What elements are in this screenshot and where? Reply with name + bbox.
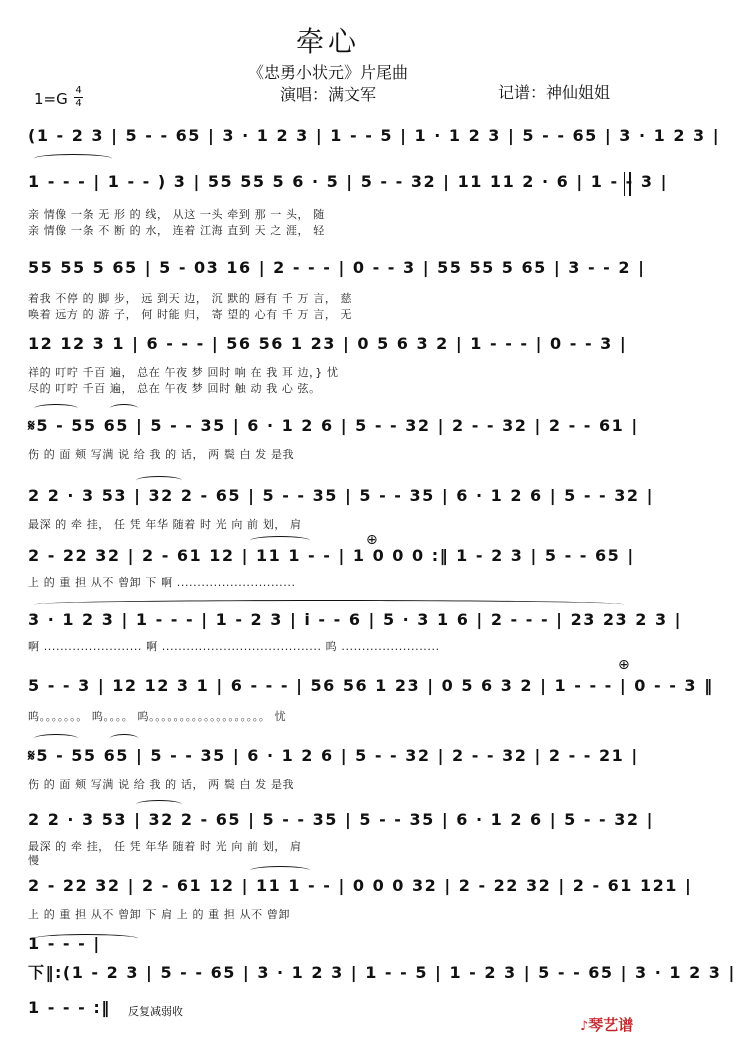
- lyric-chorus: 上 的 重 担 从不 曾卸 下 啊 .............................: [28, 576, 296, 589]
- time-signature-top: 4: [75, 85, 82, 96]
- tie-arc: [34, 404, 78, 413]
- tie-arc: [136, 800, 182, 809]
- key-signature: 1=G: [34, 90, 68, 108]
- coda-icon: ⊕: [618, 657, 630, 673]
- watermark-icon: ♪: [580, 1019, 589, 1034]
- score-line-5: [28, 416, 639, 444]
- song-subtitle: 《忠勇小状元》片尾曲: [247, 63, 408, 82]
- lyric-chorus: 最深 的 牵 挂， 任 凭 年华 随着 时 光 向 前 划， 肩: [28, 840, 302, 853]
- notation-row: 2 2 · 3 53 | 32 2 - 65 | 5 - - 35 | 5 - - 35 | 6 · 1 2 6 | 5 - - 32 |: [28, 486, 654, 505]
- score-line-2: [28, 172, 668, 200]
- notator-credit: 记谱：神仙姐姐: [498, 83, 611, 102]
- tie-arc: [34, 600, 624, 609]
- song-title: 牵心: [295, 25, 360, 58]
- score-line-14: [28, 960, 736, 988]
- notation-row: 1 - - - :‖: [28, 998, 111, 1017]
- bar-end: [624, 172, 631, 196]
- score-line-12: [28, 876, 693, 904]
- notation-row: 5 - - 3 | 12 12 3 1 | 6 - - - | 56 56 1 23 | 0 5 6 3 2 | 1 - - - | 0 - - 3 ‖: [28, 676, 714, 695]
- tie-arc: [136, 476, 182, 485]
- notation-row: 𝄋5 - 55 65 | 5 - - 35 | 6 · 1 2 6 | 5 - - 32 | 2 - - 32 | 2 - - 21 |: [28, 746, 639, 765]
- lyric-verse-1: 着我 不停 的 脚 步， 远 到天 边， 沉 默的 唇有 千 万 言， 慈: [28, 292, 353, 305]
- lyric-verse-1: 祥的 叮咛 千百 遍， 总在 午夜 梦 回时 响 在 我 耳 边，} 忧: [28, 366, 339, 379]
- site-watermark: [580, 1014, 633, 1035]
- lyric-verse-2: 亲 情像 一条 不 断 的 水， 连着 江海 直到 天 之 涯， 轻: [28, 224, 325, 237]
- notation-row: 12 12 3 1 | 6 - - - | 56 56 1 23 | 0 5 6 3 2 | 1 - - - | 0 - - 3 |: [28, 334, 628, 353]
- lyric-humming: 啊 ........................ 啊 ....................................... 呜 ........................: [28, 640, 440, 653]
- score-line-1: [28, 126, 721, 154]
- notation-row: 2 - 22 32 | 2 - 61 12 | 11 1 - - | 0 0 0 32 | 2 - 22 32 | 2 - 61 121 |: [28, 876, 693, 895]
- notation-row: 𝄋5 - 55 65 | 5 - - 35 | 6 · 1 2 6 | 5 - - 32 | 2 - - 32 | 2 - - 61 |: [28, 416, 639, 435]
- score-line-4: [28, 334, 628, 362]
- tie-arc: [250, 536, 310, 545]
- tie-arc: [34, 734, 78, 743]
- notation-row: 55 55 5 65 | 5 - 03 16 | 2 - - - | 0 - - 3 | 55 55 5 65 | 3 - - 2 |: [28, 258, 646, 277]
- lyric-verse-1: 亲 情像 一条 无 形 的 线， 从这 一头 牵到 那 一 头， 随: [28, 208, 325, 221]
- lyric-chorus: 最深 的 牵 挂， 任 凭 年华 随着 时 光 向 前 划， 肩: [28, 518, 302, 531]
- score-line-15: [28, 998, 128, 1026]
- score-line-11: [28, 810, 654, 838]
- score-line-3: [28, 258, 646, 286]
- notation-row: 2 - 22 32 | 2 - 61 12 | 11 1 - - | 1 0 0 0 :‖ 1 - 2 3 | 5 - - 65 |: [28, 546, 635, 565]
- lyric-chorus: 上 的 重 担 从不 曾卸 下 肩 上 的 重 担 从不 曾卸: [28, 908, 291, 921]
- notation-row: 1 - - - |: [28, 934, 101, 953]
- watermark-text: 琴艺谱: [588, 1016, 634, 1034]
- score-line-6: [28, 486, 654, 514]
- notation-row: 1 - - - | 1 - - ) 3 | 55 55 5 6 · 5 | 5 - - 32 | 11 11 2 · 6 | 1 - - 3 |: [28, 172, 668, 191]
- lyric-humming: 呜。。。。。。。 呜。。。。 呜。。。。。。。。。。。。。。。。。。。 忧: [28, 710, 287, 723]
- lyric-verse-2: 尽的 叮咛 千百 遍， 总在 午夜 梦 回时 触 动 我 心 弦。: [28, 382, 321, 395]
- lyric-chorus: 伤 的 面 颊 写满 说 给 我 的 话， 两 鬓 白 发 是我: [28, 778, 295, 791]
- score-line-10: [28, 746, 639, 774]
- notation-row: (1 - 2 3 | 5 - - 65 | 3 · 1 2 3 | 1 - - 5 | 1 · 1 2 3 | 5 - - 65 | 3 · 1 2 3 |: [28, 126, 721, 145]
- lyric-tempo-mark: 慢: [28, 854, 40, 867]
- notation-row: 3 · 1 2 3 | 1 - - - | 1 - 2 3 | i - - 6 | 5 · 3 1 6 | 2 - - - | 23 23 2 3 |: [28, 610, 682, 629]
- tie-arc: [110, 734, 138, 743]
- repeat-instruction: 反复减弱收: [128, 1005, 183, 1018]
- lyric-verse-2: 唤着 远方 的 游 子， 何 时能 归， 寄 望的 心有 千 万 言， 无: [28, 308, 353, 321]
- time-signature-bottom: 4: [75, 98, 82, 109]
- notation-row: 下‖:(1 - 2 3 | 5 - - 65 | 3 · 1 2 3 | 1 - - 5 | 1 - 2 3 | 5 - - 65 | 3 · 1 2 3 |: [28, 963, 736, 982]
- score-line-9: [28, 676, 714, 704]
- time-signature: [74, 86, 83, 109]
- score-line-7: [28, 546, 635, 574]
- singer-credit: 演唱：满文军: [279, 85, 376, 104]
- score-line-8: [28, 610, 682, 638]
- notation-row: 2 2 · 3 53 | 32 2 - 65 | 5 - - 35 | 5 - - 35 | 6 · 1 2 6 | 5 - - 32 |: [28, 810, 654, 829]
- tie-arc: [110, 404, 138, 413]
- lyric-chorus: 伤 的 面 颊 写满 说 给 我 的 话， 两 鬓 白 发 是我: [28, 448, 295, 461]
- tie-arc: [250, 866, 310, 875]
- tie-arc: [34, 934, 138, 943]
- tie-arc: [34, 154, 112, 163]
- coda-icon: ⊕: [366, 532, 378, 548]
